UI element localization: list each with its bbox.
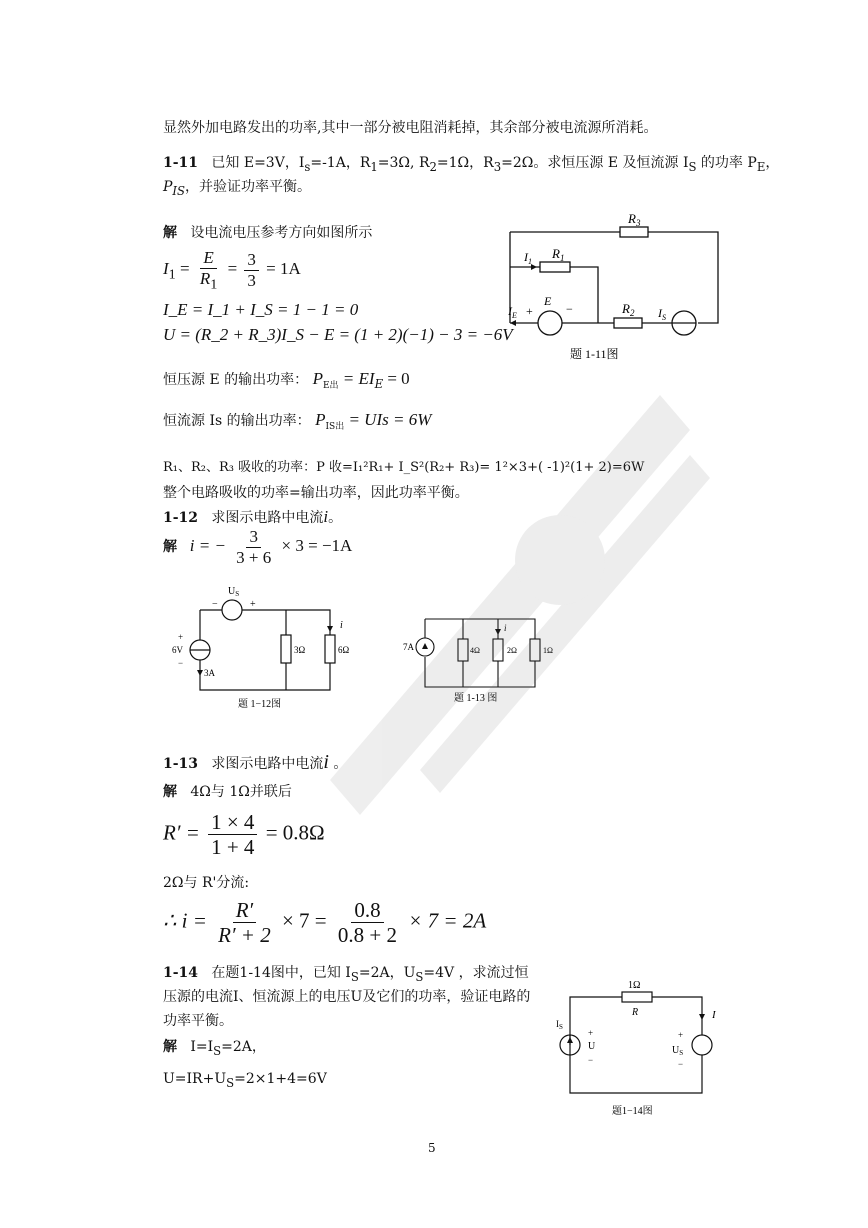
label-i: i bbox=[340, 620, 343, 631]
label-1ohm: 1Ω bbox=[543, 646, 553, 655]
power-is-line: 恒流源 Is 的输出功率： $P_{IS出}$ = UIs = 6W bbox=[163, 410, 432, 432]
power-e-line: 恒压源 E 的输出功率： $P_{E出} = EI_E = 0$ bbox=[163, 369, 410, 391]
label-i1: $I_1$ bbox=[524, 250, 532, 266]
caption-1-11: 题 1-11图 bbox=[570, 347, 619, 361]
label-4ohm: 4Ω bbox=[470, 646, 480, 655]
label-plus-us: + bbox=[678, 1030, 684, 1040]
label-r3: $R_3$ bbox=[628, 211, 641, 228]
label-2ohm: 2Ω bbox=[507, 646, 517, 655]
equation-i-1-13: ∴ i = $\frac{R'}{R' + 2}$ × 7 = $\frac{0.8}{0.8 + 2}$ × 7 = 2A bbox=[163, 898, 487, 948]
solution-1-14-line1: 解 $I=I_S=2A$， bbox=[163, 1039, 266, 1058]
balance-line: 整个电路吸收的功率=输出功率，因此功率平衡。 bbox=[163, 485, 469, 501]
problem-1-11-statement: 1-11 已知 E=3V，$I_s=-1A$，$R_1=3\Omega$, $R_2=1\Omega$，$R_3=2\Omega$。求恒压源 E 及恒流源 $I_S$ 的功率 $P_E$， bbox=[163, 155, 780, 174]
caption-1-14: 题1−14图 bbox=[612, 1106, 653, 1117]
absorbed-power-line: R₁、R₂、R₃ 吸收的功率：P 收=I₁²R₁+ I_S²(R₂+ R₃)= 1²×3+( -1)²(1+ 2)=6W bbox=[163, 460, 645, 475]
label-ie: $I_E$ bbox=[508, 304, 517, 320]
problem-1-13-statement: 1-13 求图示电路中电流i 。 bbox=[163, 751, 348, 773]
label-plus: + bbox=[250, 599, 256, 610]
label-6v: 6V bbox=[172, 645, 183, 655]
label-plus-6v: + bbox=[178, 632, 184, 642]
figure-1-13 bbox=[400, 607, 553, 707]
label-minus: − bbox=[566, 302, 573, 316]
label-1ohm: 1Ω bbox=[628, 980, 641, 991]
figure-1-12 bbox=[168, 580, 368, 712]
label-minus-6v: − bbox=[178, 658, 184, 668]
label-7a: 7A bbox=[403, 642, 414, 652]
figure-1-11 bbox=[500, 205, 730, 370]
label-3ohm: 3Ω bbox=[294, 645, 306, 655]
label-is: $I_S$ bbox=[658, 306, 666, 322]
label-plus: + bbox=[526, 304, 533, 318]
label-us: $U_S$ bbox=[228, 586, 240, 598]
label-is: $I_S$ bbox=[556, 1019, 563, 1031]
problem-1-12-statement: 1-12 求图示电路中电流i。 bbox=[163, 507, 343, 526]
solution-intro: 解 设电流电压参考方向如图所示 bbox=[163, 225, 373, 241]
problem-1-11-statement-line2: $P_{IS}$，并验证功率平衡。 bbox=[163, 179, 312, 198]
figure-1-14 bbox=[550, 975, 730, 1120]
label-r: R bbox=[632, 1007, 639, 1018]
label-r2: $R_2$ bbox=[622, 301, 635, 318]
label-plus-u: + bbox=[588, 1028, 594, 1038]
equation-r-prime: R′ = $\frac{1 \times 4}{1 + 4}$ = 0.8Ω bbox=[163, 810, 325, 860]
label-minus-us: − bbox=[678, 1059, 684, 1069]
label-us: $U_S$ bbox=[672, 1045, 684, 1057]
solution-1-14-line2: $U=IR+U_S=2\times 1+4=6V$ bbox=[163, 1071, 327, 1090]
page-number: 5 bbox=[428, 1141, 436, 1155]
solution-1-13-intro: 解 4Ω与 1Ω并联后 bbox=[163, 784, 292, 800]
equation-i1: $I_1$ = $\frac{E}{R_1}$ = $\frac{3}{3}$ = 1A bbox=[163, 248, 301, 292]
label-minus-u: − bbox=[588, 1055, 594, 1065]
label-minus: − bbox=[212, 599, 218, 610]
label-i: i bbox=[504, 623, 507, 633]
label-e: E bbox=[544, 294, 552, 308]
intro-line: 显然外加电路发出的功率,其中一部分被电阻消耗掉，其余部分被电流源所消耗。 bbox=[163, 120, 658, 136]
label-i: I bbox=[712, 1009, 716, 1021]
label-3a: 3A bbox=[204, 668, 215, 678]
problem-1-14-line3: 功率平衡。 bbox=[163, 1013, 233, 1029]
problem-1-14-line1: 1-14 在题1-14图中，已知 $I_S=2A$，$U_S=4V$ ，求流过恒 bbox=[163, 965, 529, 984]
problem-number: 1-11 bbox=[163, 155, 199, 171]
caption-1-13: 题 1-13 图 bbox=[454, 693, 498, 704]
problem-1-14-line2: 压源的电流I、恒流源上的电压U及它们的功率，验证电路的 bbox=[163, 989, 531, 1005]
label-6ohm: 6Ω bbox=[338, 645, 350, 655]
label-r1: $R_1$ bbox=[552, 246, 565, 263]
caption-1-12: 题 1−12图 bbox=[238, 699, 282, 710]
equation-1-12: 解 i = − $\frac{3}{3 + 6}$ × 3 = −1A bbox=[163, 527, 353, 567]
current-divider-line: 2Ω与 R'分流: bbox=[163, 875, 250, 891]
label-u: U bbox=[588, 1041, 596, 1052]
equation-ie: I_E = I_1 + I_S = 1 − 1 = 0 bbox=[163, 300, 359, 319]
equation-u: U = (R_2 + R_3)I_S − E = (1 + 2)(−1) − 3 = −6V bbox=[163, 325, 513, 344]
